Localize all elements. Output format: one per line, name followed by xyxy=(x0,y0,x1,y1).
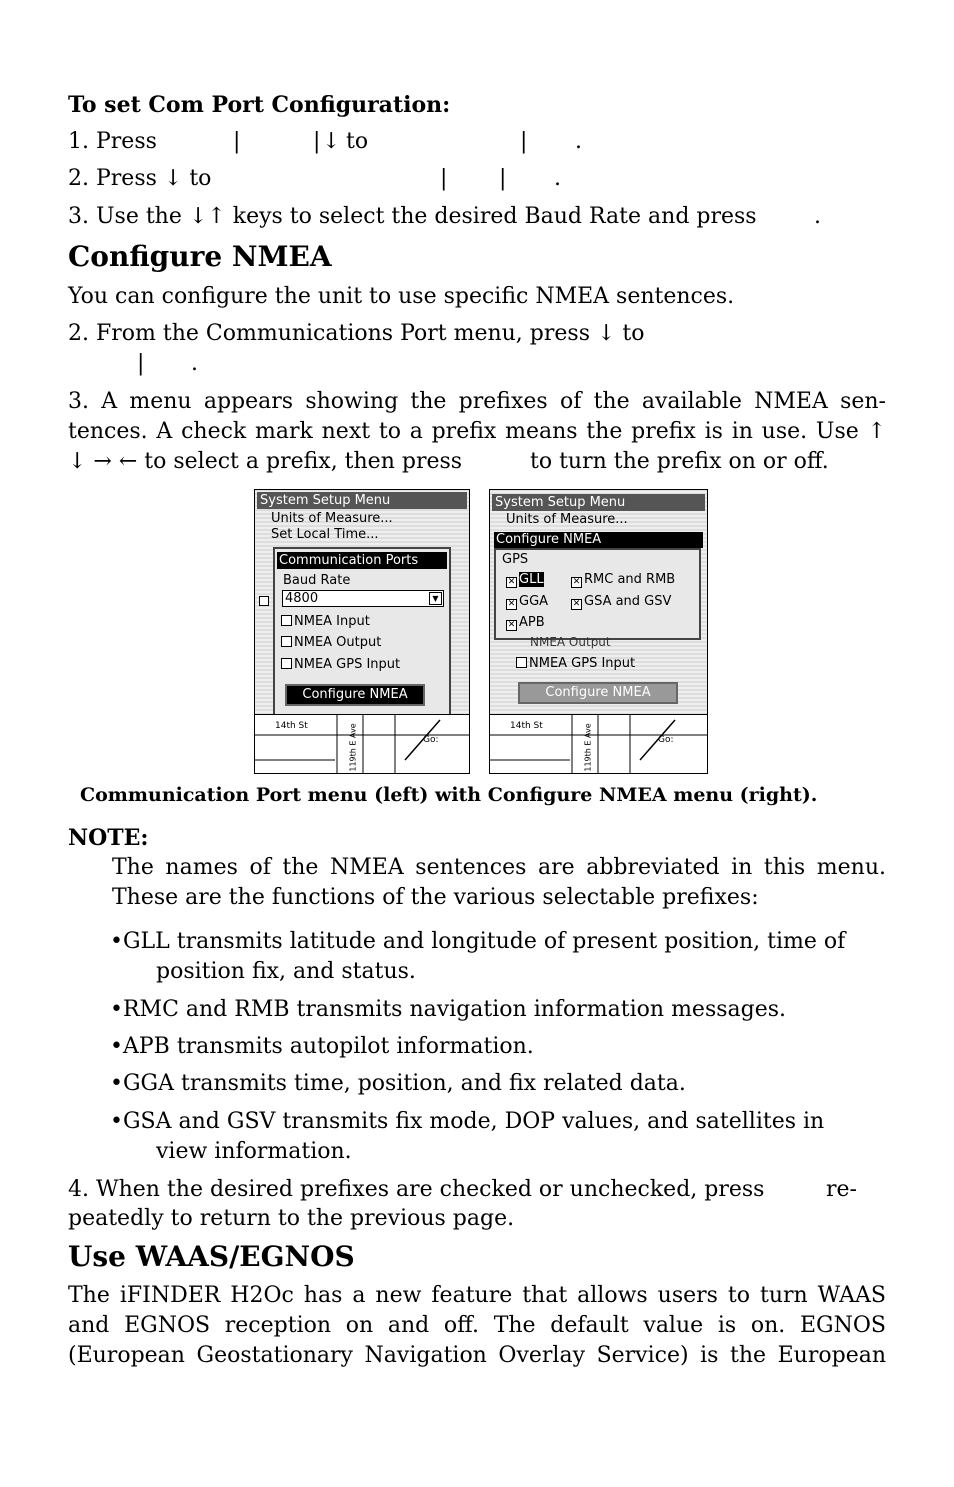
bullet-item: •GSA and GSV transmits fix mode, DOP values, and satellites in xyxy=(110,1109,825,1134)
checkbox[interactable]: ✕ xyxy=(507,577,516,587)
map-label: 14th St xyxy=(275,721,308,731)
map-label: Go: xyxy=(423,735,439,745)
nmea-gps-input-option[interactable] xyxy=(281,657,400,672)
section-title: Configure NMEA xyxy=(68,240,332,273)
nmea-output-option[interactable] xyxy=(281,635,381,650)
dialog-title: Communication Ports xyxy=(277,552,447,569)
separator: | xyxy=(137,351,145,376)
behind-option: NMEA Output xyxy=(530,635,611,649)
checkbox xyxy=(516,657,527,668)
separator: | xyxy=(313,129,321,154)
step-4-line: peatedly to return to the previous page. xyxy=(68,1206,515,1231)
step-text: 1. Press xyxy=(68,129,157,154)
separator: | xyxy=(520,129,528,154)
checkbox[interactable] xyxy=(281,658,292,669)
separator: | xyxy=(499,166,507,191)
option-label: RMC and RMB xyxy=(584,572,676,587)
configure-nmea-button[interactable]: Configure NMEA xyxy=(285,684,425,706)
baud-rate-select[interactable] xyxy=(282,590,444,607)
step-text: 3. Use the xyxy=(68,204,182,229)
figure-caption: Communication Port menu (left) with Configure NMEA menu (right). xyxy=(80,784,818,806)
menu-title: System Setup Menu xyxy=(257,492,467,509)
configure-nmea-screenshot xyxy=(489,489,708,774)
down-arrow-icon: ↓ xyxy=(163,166,183,191)
period: . xyxy=(191,351,198,376)
checkbox[interactable] xyxy=(281,615,292,626)
bullet-item: •GLL transmits latitude and longitude of present position, time of xyxy=(110,929,846,954)
bullet-item: •GGA transmits time, position, and fix related data. xyxy=(110,1071,686,1096)
step-4-line: re- xyxy=(826,1177,857,1202)
baud-rate-value: 4800 xyxy=(285,591,319,606)
checkbox[interactable]: ✕ xyxy=(572,599,581,609)
option-label: NMEA GPS Input xyxy=(529,656,636,671)
option-label: GSA and GSV xyxy=(584,594,672,609)
step-2-line: 2. From the Communications Port menu, press ↓ to xyxy=(68,321,645,346)
menu-item: Units of Measure... xyxy=(271,511,393,526)
nmea-input-option[interactable] xyxy=(281,614,370,629)
map-label: 119th E Ave xyxy=(348,723,358,772)
note-label: NOTE: xyxy=(68,825,149,851)
map-view xyxy=(255,714,469,773)
paragraph-line: (European Geostationary Navigation Overlay Service) is the European xyxy=(68,1343,886,1368)
option-label: NMEA Input xyxy=(294,614,370,629)
communication-port-screenshot xyxy=(254,489,470,774)
bullet-item-continued: view information. xyxy=(156,1139,352,1164)
period: . xyxy=(814,204,821,229)
configure-nmea-dialog xyxy=(494,548,701,640)
checkbox[interactable]: ✕ xyxy=(507,599,516,609)
checkbox[interactable]: ✕ xyxy=(572,577,581,587)
option-label: GGA xyxy=(519,594,549,609)
checkbox[interactable] xyxy=(281,636,292,647)
map-label: 119th E Ave xyxy=(583,723,593,772)
paragraph: You can configure the unit to use specific NMEA sentences. xyxy=(68,284,735,309)
step-3-line: to turn the prefix on or off. xyxy=(530,449,829,474)
bullet-item-continued: position fix, and status. xyxy=(156,959,416,984)
prefix-option-rmc-rmb[interactable] xyxy=(571,572,675,588)
menu-title: System Setup Menu xyxy=(492,494,705,511)
prefix-option-gsa-gsv[interactable] xyxy=(571,594,671,610)
option-label: NMEA Output xyxy=(294,635,382,650)
step-text: keys to select the desired Baud Rate and press xyxy=(232,204,757,229)
step-3 xyxy=(68,202,757,232)
chevron-down-icon: ▼ xyxy=(429,592,442,605)
option-label: NMEA GPS Input xyxy=(294,657,401,672)
step-3-line: ↓ → ← to select a prefix, then press xyxy=(68,449,463,474)
group-label: GPS xyxy=(502,552,529,567)
baud-rate-label: Baud Rate xyxy=(283,573,351,588)
note-text: These are the functions of the various selectable prefixes: xyxy=(112,885,759,910)
period: . xyxy=(554,166,561,191)
separator: | xyxy=(440,166,448,191)
paragraph-line: The iFINDER H2Oc has a new feature that allows users to turn WAAS xyxy=(68,1283,886,1308)
checkbox-icon xyxy=(259,596,269,606)
step-2 xyxy=(68,164,211,194)
down-up-arrow-icons: ↓↑ xyxy=(188,204,226,229)
bullet-item: •RMC and RMB transmits navigation information messages. xyxy=(110,997,787,1022)
configure-nmea-button[interactable]: Configure NMEA xyxy=(518,682,678,704)
prefix-option-apb[interactable] xyxy=(506,615,545,631)
communication-ports-dialog xyxy=(273,547,451,741)
period: . xyxy=(575,129,582,154)
step-text: to xyxy=(189,166,212,191)
map-view xyxy=(490,714,707,773)
separator: | xyxy=(233,129,241,154)
step-4-line: 4. When the desired prefixes are checked or unchecked, press xyxy=(68,1177,765,1202)
paragraph-line: and EGNOS reception on and off. The default value is on. EGNOS xyxy=(68,1313,886,1338)
behind-option xyxy=(516,656,635,671)
prefix-option-gga[interactable] xyxy=(506,594,548,610)
option-label: GLL xyxy=(519,572,544,587)
step-3-line: 3. A menu appears showing the prefixes of the available NMEA sen- xyxy=(68,389,886,414)
dialog-title: Configure NMEA xyxy=(494,532,703,548)
step-text: to xyxy=(346,129,369,154)
section-title: Use WAAS/EGNOS xyxy=(68,1240,355,1273)
map-label: Go: xyxy=(658,735,674,745)
note-text: The names of the NMEA sentences are abbreviated in this menu. xyxy=(112,855,886,880)
prefix-option-gll[interactable] xyxy=(506,572,544,588)
step-text: 2. Press xyxy=(68,166,157,191)
step-1 xyxy=(68,127,157,157)
bullet-item: •APB transmits autopilot information. xyxy=(110,1034,534,1059)
menu-item: Set Local Time... xyxy=(271,527,379,542)
map-label: 14th St xyxy=(510,721,543,731)
section-heading: To set Com Port Configuration: xyxy=(68,92,451,118)
option-label: APB xyxy=(519,615,545,630)
down-arrow-icon: ↓ xyxy=(322,129,341,154)
checkbox[interactable]: ✕ xyxy=(507,620,516,630)
step-3-line: tences. A check mark next to a prefix means the prefix is in use. Use ↑ xyxy=(68,419,886,444)
menu-item: Units of Measure... xyxy=(506,512,628,527)
